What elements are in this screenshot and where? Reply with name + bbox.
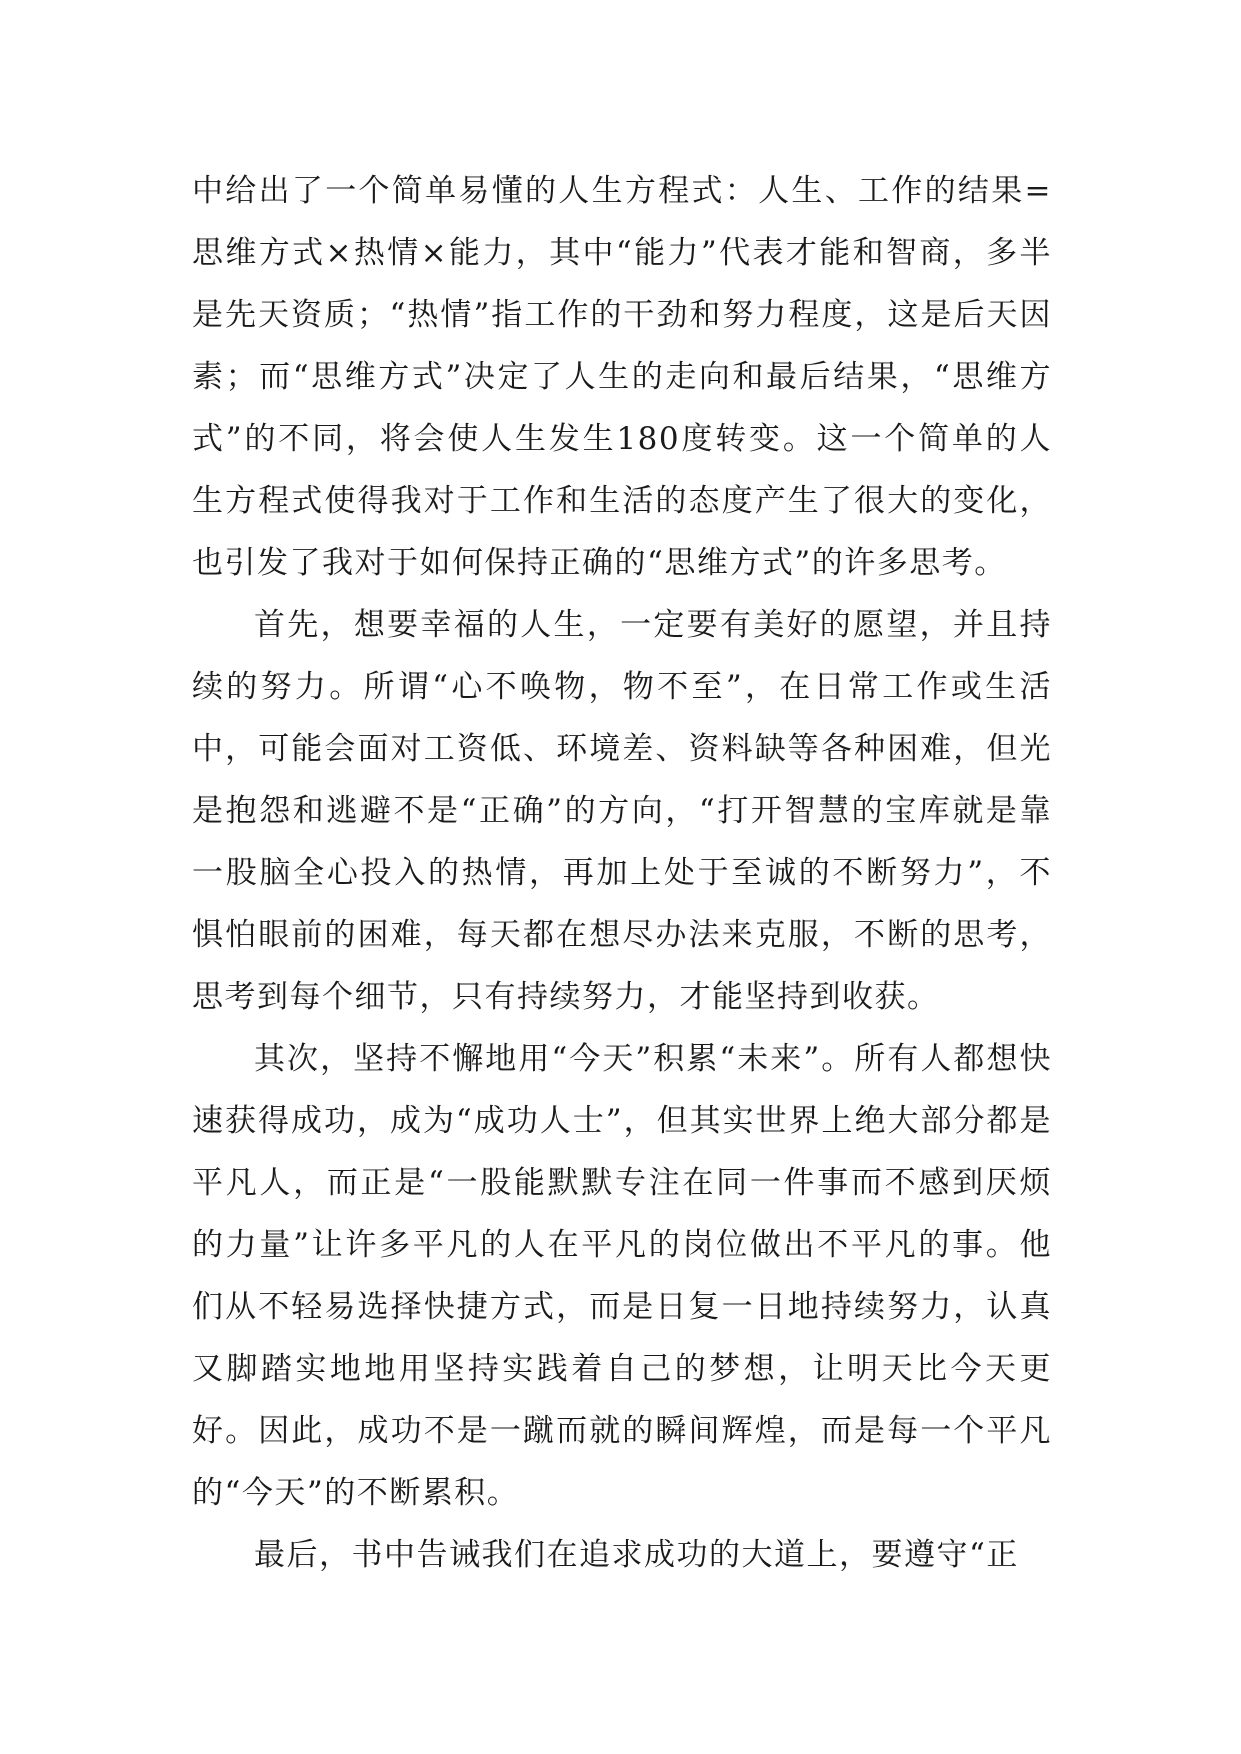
document-body [192,160,1052,1586]
paragraph-continuation: 中给出了一个简单易懂的人生方程式：人生、工作的结果=思维方式×热情×能力，其中“能力”代表才能和智商，多半是先天资质；“热情”指工作的干劲和努力程度，这是后天因素；而“思维方式”决定了人生的走向和最后结果，“思维方式”的不同，将会使人生发生180度转变。这一个简单的人生方程式使得我对于工作和生活的态度产生了很大的变化，也引发了我对于如何保持正确的“思维方式”的许多思考。 [192,173,1052,581]
paragraph-first-point: 首先，想要幸福的人生，一定要有美好的愿望，并且持续的努力。所谓“心不唤物，物不至”，在日常工作或生活中，可能会面对工资低、环境差、资料缺等各种困难，但光是抱怨和逃避不是“正确”的方向，“打开智慧的宝库就是靠一股脑全心投入的热情，再加上处于至诚的不断努力”，不惧怕眼前的困难，每天都在想尽办法来克服，不断的思考，思考到每个细节，只有持续努力，才能坚持到收获。 [192,607,1052,1015]
paragraph-second-point: 其次，坚持不懈地用“今天”积累“未来”。所有人都想快速获得成功，成为“成功人士”，但其实世界上绝大部分都是平凡人，而正是“一股能默默专注在同一件事而不感到厌烦的力量”让许多平凡的人在平凡的岗位做出不平凡的事。他们从不轻易选择快捷方式，而是日复一日地持续努力，认真又脚踏实地地用坚持实践着自己的梦想，让明天比今天更好。因此，成功不是一蹴而就的瞬间辉煌，而是每一个平凡的“今天”的不断累积。 [192,1041,1052,1511]
paragraph-final-point: 最后，书中告诫我们在追求成功的大道上，要遵守“正 [254,1537,1019,1573]
